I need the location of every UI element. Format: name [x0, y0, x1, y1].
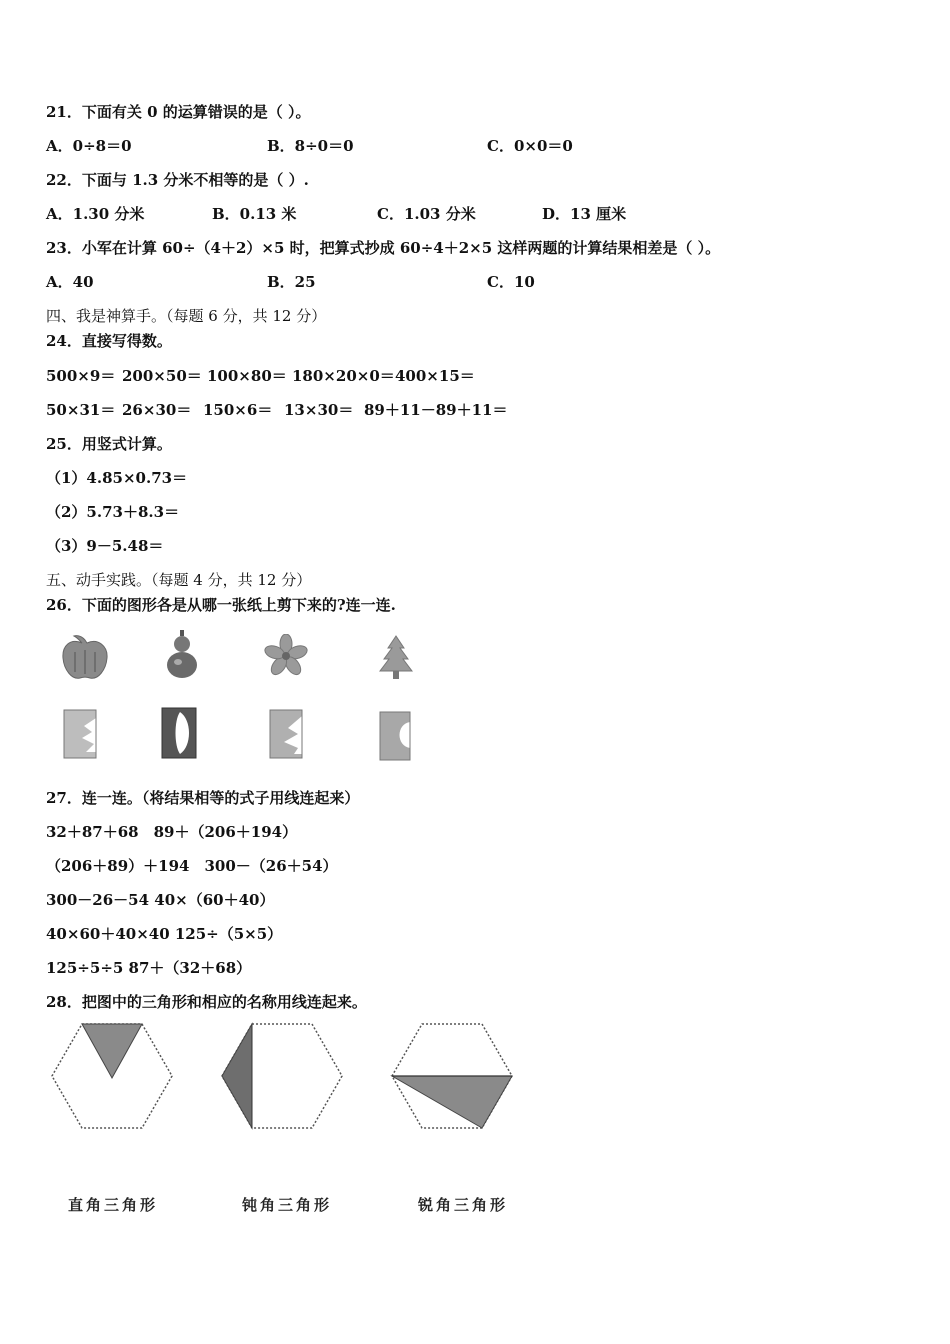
q21-option-b: B．8÷0＝0	[267, 137, 354, 155]
q28-stem: 28．把图中的三角形和相应的名称用线连起来。	[46, 993, 367, 1011]
q24-r2-5: 89＋11－89＋11＝	[364, 401, 508, 419]
q27-row-2: （206＋89）＋194 300－（26＋54）	[46, 857, 338, 875]
paper-sheet-1-icon	[62, 708, 98, 760]
q27-row-4: 40×60＋40×40 125÷（5×5）	[46, 925, 283, 943]
section4-title: 四、我是神算手。（每题 6 分，共 12 分）	[46, 307, 327, 325]
q24-r1-3: 100×80＝	[207, 367, 287, 385]
q25-stem: 25．用竖式计算。	[46, 435, 172, 453]
q25-item-1: （1）4.85×0.73＝	[46, 469, 188, 487]
paper-sheet-2-icon	[160, 706, 198, 760]
q26-stem: 26．下面的图形各是从哪一张纸上剪下来的?连一连.	[46, 596, 396, 614]
q27-row-3: 300－26－54 40×（60＋40）	[46, 891, 275, 909]
q22-option-d: D．13 厘米	[542, 205, 627, 223]
q21-option-a: A．0÷8＝0	[46, 137, 132, 155]
q24-r1-2: 200×50＝	[122, 367, 202, 385]
q23-option-c: C．10	[487, 273, 535, 291]
q21-stem: 21．下面有关 0 的运算错误的是（ ）。	[46, 103, 311, 121]
hexagon-3-figure	[390, 1020, 514, 1132]
q24-r1-4: 180×20×0＝	[292, 367, 395, 385]
q27-stem: 27．连一连。（将结果相等的式子用线连起来）	[46, 789, 360, 807]
paper-sheet-4-icon	[378, 710, 412, 762]
q27-row-5: 125÷5÷5 87＋（32＋68）	[46, 959, 252, 977]
q24-r2-2: 26×30＝	[122, 401, 192, 419]
q24-stem: 24．直接写得数。	[46, 332, 172, 350]
hexagon-2-figure	[220, 1020, 344, 1132]
q23-option-a: A．40	[46, 273, 94, 291]
q22-option-b: B．0.13 米	[212, 205, 297, 223]
label-obtuse-triangle: 钝角三角形	[242, 1196, 333, 1214]
tree-shape-icon	[376, 634, 416, 680]
paper-sheet-3-icon	[268, 708, 304, 760]
q27-row-1: 32＋87＋68 89＋（206＋194）	[46, 823, 298, 841]
q25-item-3: （3）9－5.48＝	[46, 537, 164, 555]
q22-stem: 22．下面与 1.3 分米不相等的是（ ）.	[46, 171, 309, 189]
q22-option-a: A．1.30 分米	[46, 205, 145, 223]
q23-stem: 23．小军在计算 60÷（4＋2）×5 时，把算式抄成 60÷4＋2×5 这样两题的计算结果相差是（ ）。	[46, 239, 721, 257]
q25-item-2: （2）5.73＋8.3＝	[46, 503, 180, 521]
q21-option-c: C．0×0＝0	[487, 137, 573, 155]
q22-option-c: C．1.03 分米	[377, 205, 476, 223]
q24-r2-1: 50×31＝	[46, 401, 116, 419]
q24-r1-1: 500×9＝	[46, 367, 116, 385]
hexagon-1-figure	[50, 1020, 174, 1132]
q24-r2-3: 150×6＝	[203, 401, 273, 419]
flower-shape-icon	[264, 634, 308, 678]
gourd-shape-icon	[164, 630, 200, 680]
section5-title: 五、动手实践。（每题 4 分，共 12 分）	[46, 571, 312, 589]
q24-r1-5: 400×15＝	[395, 367, 475, 385]
apple-shape-icon	[60, 632, 110, 682]
label-acute-triangle: 锐角三角形	[418, 1196, 509, 1214]
q24-r2-4: 13×30＝	[284, 401, 354, 419]
label-right-triangle: 直角三角形	[68, 1196, 159, 1214]
q23-option-b: B．25	[267, 273, 316, 291]
